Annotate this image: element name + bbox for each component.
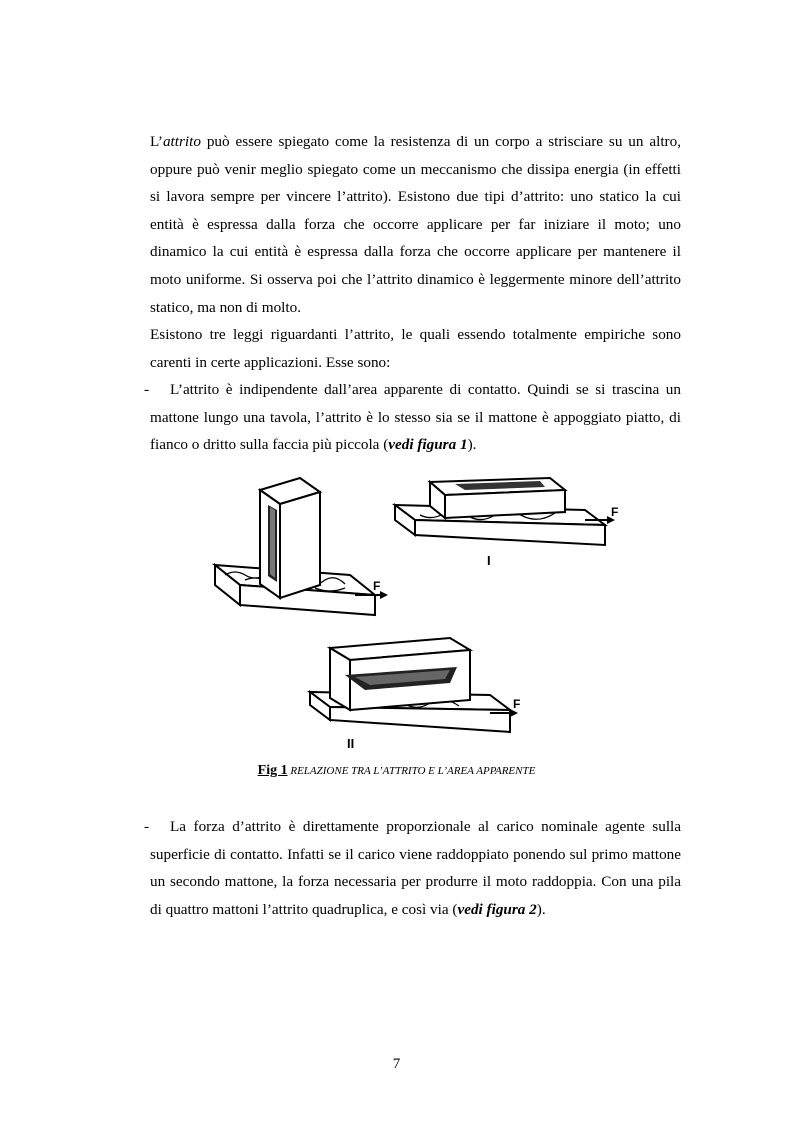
figure-caption xyxy=(0,763,793,779)
paragraph1-rest: può essere spiegato come la resistenza di un corpo a strisciare su un altro, oppure può venir meglio spiegato come un meccanismo che dissipa energia (in effetti si lavora sempre per vincere l’attrito). Esistono due tipi d’attrito: uno statico la cui entità è espressa dalla forza che occorre applicare per far iniziare il moto; uno dinamico la cui entità è espressa dalla forza che occorre applicare per mantenere il moto uniforme. Si osserva poi che l’attrito dinamico è leggermente minore dell’attrito statico, ma non di molto. xyxy=(150,133,681,316)
force-label-II: F xyxy=(513,697,521,711)
figure-1-bricks-illustration xyxy=(205,470,625,760)
bullet-law-2 xyxy=(144,813,681,923)
bullet1-figure-ref: vedi figura 1 xyxy=(388,436,468,454)
page-number: 7 xyxy=(392,1056,401,1072)
bullet2-end: ). xyxy=(536,900,546,918)
figure-label-I: I xyxy=(487,553,491,568)
force-label-left: F xyxy=(373,579,381,593)
bullet1-end: ). xyxy=(467,436,477,454)
figure-label-II: II xyxy=(347,736,355,751)
side-brick-drawing-II xyxy=(310,638,520,751)
bullet-law-1 xyxy=(144,376,681,459)
paragraph1-pre: L’ xyxy=(150,133,163,150)
bullet2-text: La forza d’attrito è direttamente proporzionale al carico nominale agente sulla superficie di contatto. Infatti se il carico viene raddoppiato ponendo sul primo mattone un secondo mattone, la forza necessaria per produrre il moto raddoppia. Con una pila di quattro mattoni l’attrito quadruplica, e così via ( xyxy=(150,818,681,918)
bullet-dash: - xyxy=(144,381,150,398)
paragraph-three-laws: Esistono tre leggi riguardanti l’attrito, le quali essendo totalmente empiriche sono carenti in certe applicazioni. Esse sono: xyxy=(150,326,681,371)
upright-brick-drawing xyxy=(215,478,388,615)
bullet1-body xyxy=(150,376,681,459)
bullet2-figure-ref: vedi figura 2 xyxy=(457,900,537,918)
bullet2-body xyxy=(150,813,681,923)
force-label-I: F xyxy=(611,505,619,519)
paragraph1-emphasis: attrito xyxy=(162,133,201,150)
caption-text: RELAZIONE TRA L’ATTRITO E L’AREA APPARENTE xyxy=(290,765,536,777)
caption-label: Fig 1 xyxy=(257,763,288,778)
bullet1-text: L’attrito è indipendente dall’area apparente di contatto. Quindi se si trascina un mattone lungo una tavola, l’attrito è lo stesso sia se il mattone è appoggiato piatto, di fianco o dritto sulla faccia più piccola ( xyxy=(150,381,681,454)
flat-brick-drawing-I xyxy=(395,478,618,568)
paragraph-attrito-definition xyxy=(150,128,681,321)
bullet-dash: - xyxy=(144,818,150,835)
